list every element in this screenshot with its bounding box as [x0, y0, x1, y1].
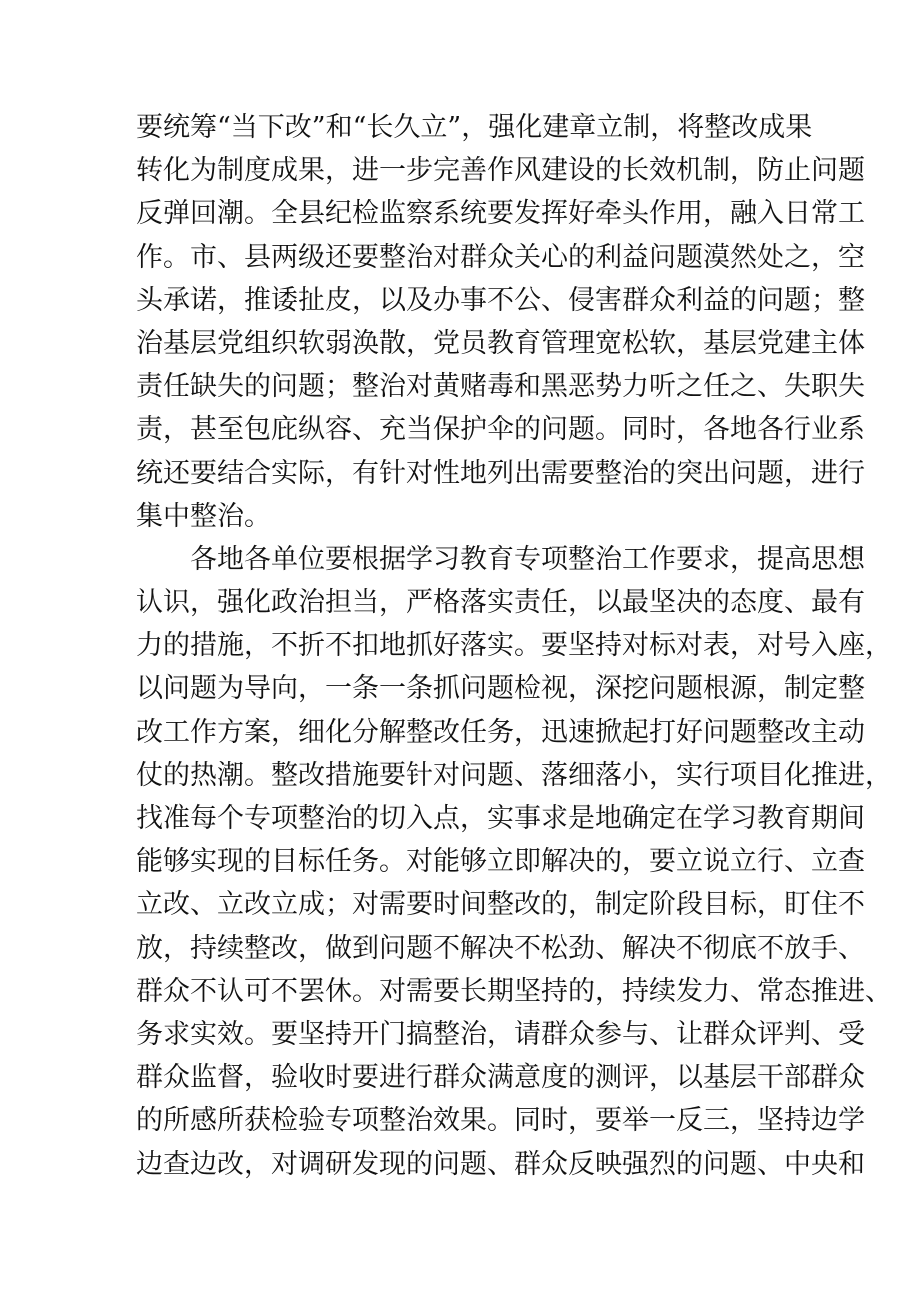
paragraph-1-line-9: 统还要结合实际，有针对性地列出需要整治的突出问题，进行: [136, 457, 865, 489]
paragraph-2-line-5: 改工作方案，细化分解整改任务，迅速掀起打好问题整改主动: [136, 716, 865, 748]
paragraph-1-line-7: 责任缺失的问题；整治对黄赌毒和黑恶势力听之任之、失职失: [136, 371, 865, 403]
paragraph-2-line-13: 群众监督，验收时要进行群众满意度的测评，以基层干部群众: [136, 1062, 865, 1094]
paragraph-2-line-14: 的所感所获检验专项整治效果。同时，要举一反三，坚持边学: [136, 1105, 865, 1137]
paragraph-2-line-11: 群众不认可不罢休。对需要长期坚持的，持续发力、常态推进、: [136, 975, 892, 1007]
paragraph-1-line-1: 要统筹“当下改”和“长久立”，强化建章立制，将整改成果: [136, 112, 813, 143]
paragraph-2-line-4: 以问题为导向，一条一条抓问题检视，深挖问题根源，制定整: [136, 673, 865, 705]
paragraph-2-line-6: 仗的热潮。整改措施要针对问题、落细落小，实行项目化推进，: [136, 759, 892, 791]
paragraph-1-line-6: 治基层党组织软弱涣散，党员教育管理宽松软，基层党建主体: [136, 327, 865, 359]
paragraph-2-line-8: 能够实现的目标任务。对能够立即解决的，要立说立行、立查: [136, 846, 865, 878]
paragraph-2-line-10: 放，持续整改，做到问题不解决不松劲、解决不彻底不放手、: [136, 932, 865, 964]
paragraph-1-line-8: 责，甚至包庇纵容、充当保护伞的问题。同时，各地各行业系: [136, 414, 865, 446]
paragraph-2-line-7: 找准每个专项整治的切入点，实事求是地确定在学习教育期间: [136, 803, 865, 834]
paragraph-1-line-4: 作。市、县两级还要整治对群众关心的利益问题漠然处之，空: [136, 241, 865, 273]
document-body: [136, 106, 892, 1186]
paragraph-2-line-3: 力的措施，不折不扣地抓好落实。要坚持对标对表，对号入座，: [136, 630, 892, 662]
paragraph-2-line-12: 务求实效。要坚持开门搞整治，请群众参与、让群众评判、受: [136, 1018, 865, 1050]
paragraph-2-line-9: 立改、立改立成；对需要时间整改的，制定阶段目标，盯住不: [136, 889, 865, 921]
paragraph-1-line-10: 集中整治。: [136, 500, 271, 532]
paragraph-1-line-2: 转化为制度成果，进一步完善作风建设的长效机制，防止问题: [136, 155, 865, 187]
paragraph-1-line-5: 头承诺，推诿扯皮，以及办事不公、侵害群众利益的问题；整: [136, 284, 865, 316]
paragraph-1-line-3: 反弹回潮。全县纪检监察系统要发挥好牵头作用，融入日常工: [136, 198, 865, 230]
paragraph-2-line-15: 边查边改，对调研发现的问题、群众反映强烈的问题、中央和: [136, 1148, 865, 1180]
paragraph-2-line-2: 认识，强化政治担当，严格落实责任，以最坚决的态度、最有: [136, 587, 865, 619]
paragraph-2-line-1: 各地各单位要根据学习教育专项整治工作要求，提高思想: [190, 543, 865, 575]
